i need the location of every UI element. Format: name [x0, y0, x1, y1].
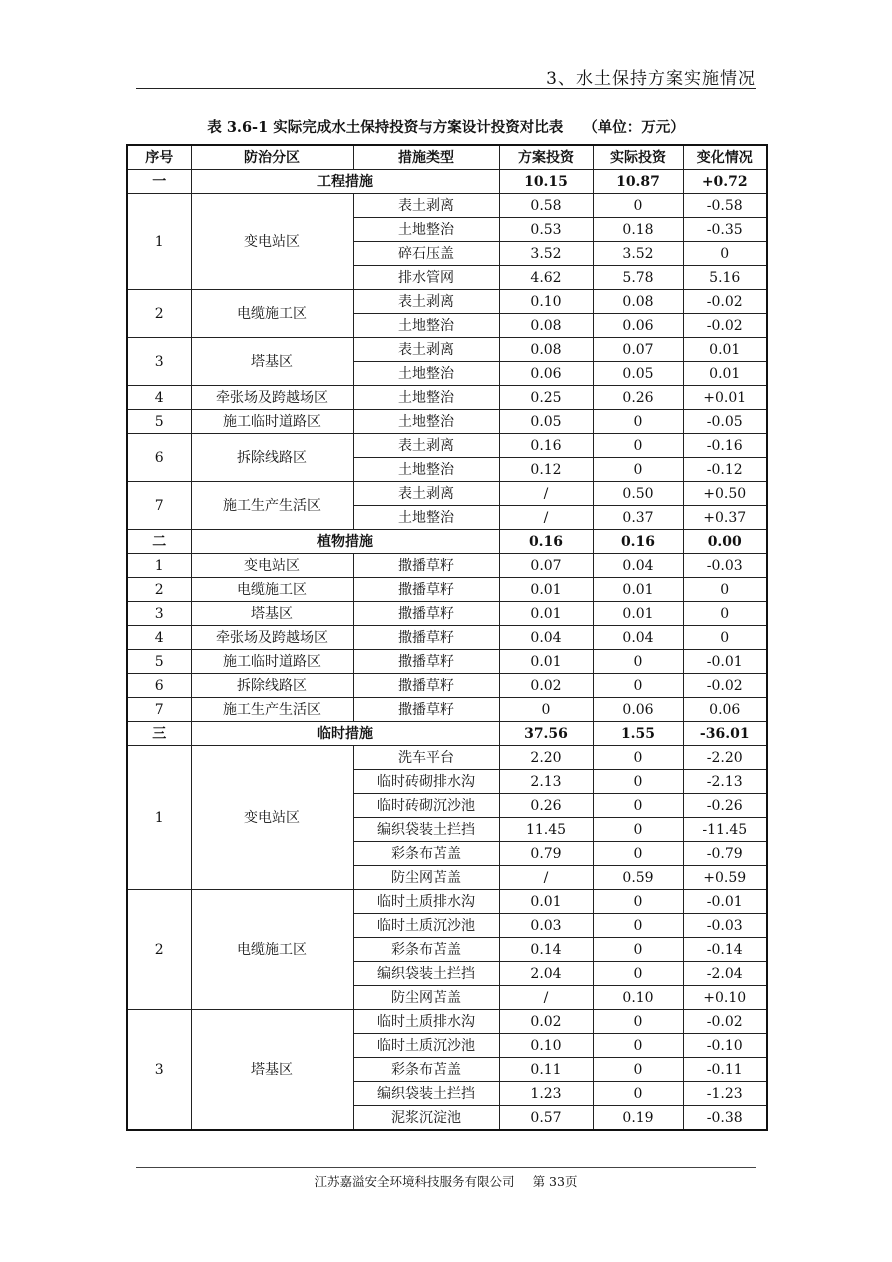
row-area: 塔基区	[191, 1010, 353, 1131]
row-measure-type: 撒播草籽	[353, 602, 499, 626]
row-change: -0.38	[683, 1106, 767, 1131]
row-change: -0.02	[683, 290, 767, 314]
row-area: 施工生产生活区	[191, 698, 353, 722]
row-measure-type: 表土剥离	[353, 194, 499, 218]
row-plan-investment: 0.05	[499, 410, 593, 434]
row-change: -0.11	[683, 1058, 767, 1082]
row-actual-investment: 0	[593, 458, 683, 482]
row-plan-investment: 0.01	[499, 890, 593, 914]
row-area: 塔基区	[191, 602, 353, 626]
row-seq: 1	[127, 194, 191, 290]
section-actual: 1.55	[593, 722, 683, 746]
row-change: 0	[683, 626, 767, 650]
row-measure-type: 洗车平台	[353, 746, 499, 770]
row-measure-type: 撒播草籽	[353, 554, 499, 578]
table-row	[127, 386, 767, 410]
investment-comparison-table	[126, 144, 768, 1131]
row-plan-investment: 0.03	[499, 914, 593, 938]
row-measure-type: 土地整治	[353, 218, 499, 242]
row-change: +0.59	[683, 866, 767, 890]
row-plan-investment: 0.53	[499, 218, 593, 242]
row-area: 电缆施工区	[191, 578, 353, 602]
row-actual-investment: 3.52	[593, 242, 683, 266]
row-change: 0	[683, 578, 767, 602]
row-seq: 4	[127, 386, 191, 410]
row-change: -0.03	[683, 554, 767, 578]
row-change: 0.01	[683, 338, 767, 362]
row-change: -0.02	[683, 314, 767, 338]
table-row	[127, 890, 767, 914]
row-seq: 3	[127, 1010, 191, 1131]
row-actual-investment: 0.01	[593, 578, 683, 602]
row-actual-investment: 0.18	[593, 218, 683, 242]
row-seq: 2	[127, 290, 191, 338]
row-measure-type: 临时砖砌沉沙池	[353, 794, 499, 818]
row-change: -1.23	[683, 1082, 767, 1106]
section-plan: 10.15	[499, 170, 593, 194]
row-measure-type: 撒播草籽	[353, 650, 499, 674]
row-change: -0.10	[683, 1034, 767, 1058]
section-seq: 二	[127, 530, 191, 554]
row-change: -0.26	[683, 794, 767, 818]
page-footer	[0, 1172, 892, 1190]
section-name: 临时措施	[191, 722, 499, 746]
table-row	[127, 578, 767, 602]
row-plan-investment: /	[499, 986, 593, 1010]
row-change: -0.02	[683, 1010, 767, 1034]
row-change: +0.50	[683, 482, 767, 506]
row-area: 变电站区	[191, 554, 353, 578]
row-plan-investment: 3.52	[499, 242, 593, 266]
row-measure-type: 表土剥离	[353, 290, 499, 314]
table-row	[127, 338, 767, 362]
row-measure-type: 撒播草籽	[353, 674, 499, 698]
row-plan-investment: 0.02	[499, 1010, 593, 1034]
row-measure-type: 表土剥离	[353, 338, 499, 362]
row-measure-type: 编织袋装土拦挡	[353, 1082, 499, 1106]
row-plan-investment: 0	[499, 698, 593, 722]
row-actual-investment: 0.06	[593, 314, 683, 338]
row-plan-investment: 0.10	[499, 1034, 593, 1058]
section-seq: 三	[127, 722, 191, 746]
row-measure-type: 泥浆沉淀池	[353, 1106, 499, 1131]
row-actual-investment: 0	[593, 1058, 683, 1082]
row-plan-investment: 0.07	[499, 554, 593, 578]
row-plan-investment: 0.08	[499, 338, 593, 362]
section-plan: 37.56	[499, 722, 593, 746]
row-seq: 2	[127, 890, 191, 1010]
header-type: 措施类型	[353, 145, 499, 170]
row-change: +0.01	[683, 386, 767, 410]
row-plan-investment: 0.01	[499, 578, 593, 602]
row-plan-investment: 1.23	[499, 1082, 593, 1106]
row-actual-investment: 0.04	[593, 554, 683, 578]
row-actual-investment: 0	[593, 890, 683, 914]
table-caption-title: 表 3.6-1 实际完成水土保持投资与方案设计投资对比表	[207, 119, 564, 136]
row-change: -0.05	[683, 410, 767, 434]
row-plan-investment: 0.02	[499, 674, 593, 698]
row-measure-type: 表土剥离	[353, 434, 499, 458]
table-row	[127, 674, 767, 698]
row-measure-type: 碎石压盖	[353, 242, 499, 266]
row-change: 5.16	[683, 266, 767, 290]
row-change: -2.20	[683, 746, 767, 770]
row-plan-investment: 0.01	[499, 602, 593, 626]
row-measure-type: 彩条布苫盖	[353, 842, 499, 866]
row-actual-investment: 0	[593, 770, 683, 794]
row-actual-investment: 0	[593, 1010, 683, 1034]
row-plan-investment: 2.04	[499, 962, 593, 986]
row-actual-investment: 0.19	[593, 1106, 683, 1131]
row-area: 电缆施工区	[191, 890, 353, 1010]
row-actual-investment: 0	[593, 794, 683, 818]
row-measure-type: 彩条布苫盖	[353, 938, 499, 962]
row-actual-investment: 5.78	[593, 266, 683, 290]
footer-page-number: 第 33页	[532, 1174, 578, 1189]
row-measure-type: 编织袋装土拦挡	[353, 818, 499, 842]
row-plan-investment: 0.16	[499, 434, 593, 458]
section-name: 植物措施	[191, 530, 499, 554]
row-change: -0.79	[683, 842, 767, 866]
row-plan-investment: 2.13	[499, 770, 593, 794]
row-change: -0.35	[683, 218, 767, 242]
table-row	[127, 626, 767, 650]
header-change: 变化情况	[683, 145, 767, 170]
row-measure-type: 土地整治	[353, 458, 499, 482]
row-plan-investment: 0.10	[499, 290, 593, 314]
table-row	[127, 410, 767, 434]
row-actual-investment: 0.10	[593, 986, 683, 1010]
row-seq: 5	[127, 410, 191, 434]
section-row	[127, 722, 767, 746]
row-actual-investment: 0.26	[593, 386, 683, 410]
row-measure-type: 临时土质沉沙池	[353, 914, 499, 938]
row-change: -2.04	[683, 962, 767, 986]
footer-company: 江苏嘉溢安全环境科技服务有限公司	[314, 1174, 515, 1189]
table-header-row	[127, 145, 767, 170]
section-change: +0.72	[683, 170, 767, 194]
row-actual-investment: 0	[593, 674, 683, 698]
section-plan: 0.16	[499, 530, 593, 554]
row-change: -0.03	[683, 914, 767, 938]
row-seq: 2	[127, 578, 191, 602]
row-measure-type: 临时土质排水沟	[353, 890, 499, 914]
row-actual-investment: 0	[593, 842, 683, 866]
row-plan-investment: 0.26	[499, 794, 593, 818]
row-actual-investment: 0	[593, 1082, 683, 1106]
row-measure-type: 临时土质沉沙池	[353, 1034, 499, 1058]
row-measure-type: 临时砖砌排水沟	[353, 770, 499, 794]
row-measure-type: 防尘网苫盖	[353, 986, 499, 1010]
row-actual-investment: 0.05	[593, 362, 683, 386]
row-measure-type: 撒播草籽	[353, 578, 499, 602]
row-plan-investment: 0.14	[499, 938, 593, 962]
row-change: -0.01	[683, 890, 767, 914]
row-change: -0.58	[683, 194, 767, 218]
table-row	[127, 650, 767, 674]
section-name: 工程措施	[191, 170, 499, 194]
table-row	[127, 1010, 767, 1034]
row-change: 0	[683, 242, 767, 266]
table-caption	[0, 116, 892, 137]
row-area: 拆除线路区	[191, 434, 353, 482]
row-actual-investment: 0	[593, 962, 683, 986]
row-seq: 6	[127, 434, 191, 482]
row-actual-investment: 0	[593, 1034, 683, 1058]
section-change: -36.01	[683, 722, 767, 746]
row-actual-investment: 0	[593, 938, 683, 962]
section-change: 0.00	[683, 530, 767, 554]
row-change: 0.01	[683, 362, 767, 386]
row-plan-investment: 0.12	[499, 458, 593, 482]
row-actual-investment: 0	[593, 818, 683, 842]
row-change: -0.12	[683, 458, 767, 482]
row-seq: 6	[127, 674, 191, 698]
row-area: 变电站区	[191, 194, 353, 290]
row-change: -0.02	[683, 674, 767, 698]
row-area: 变电站区	[191, 746, 353, 890]
row-plan-investment: 0.79	[499, 842, 593, 866]
row-actual-investment: 0	[593, 194, 683, 218]
row-area: 牵张场及跨越场区	[191, 386, 353, 410]
row-measure-type: 土地整治	[353, 506, 499, 530]
table-row	[127, 290, 767, 314]
row-seq: 5	[127, 650, 191, 674]
row-seq: 7	[127, 698, 191, 722]
row-actual-investment: 0	[593, 434, 683, 458]
header-actual: 实际投资	[593, 145, 683, 170]
row-measure-type: 土地整治	[353, 386, 499, 410]
row-change: -0.14	[683, 938, 767, 962]
row-plan-investment: 0.11	[499, 1058, 593, 1082]
row-seq: 3	[127, 602, 191, 626]
section-row	[127, 170, 767, 194]
row-actual-investment: 0.06	[593, 698, 683, 722]
row-plan-investment: 11.45	[499, 818, 593, 842]
row-seq: 3	[127, 338, 191, 386]
row-area: 拆除线路区	[191, 674, 353, 698]
row-plan-investment: 0.57	[499, 1106, 593, 1131]
header-area: 防治分区	[191, 145, 353, 170]
section-row	[127, 530, 767, 554]
row-measure-type: 土地整治	[353, 314, 499, 338]
row-actual-investment: 0.04	[593, 626, 683, 650]
row-change: +0.37	[683, 506, 767, 530]
row-measure-type: 撒播草籽	[353, 626, 499, 650]
table-row	[127, 194, 767, 218]
row-seq: 1	[127, 554, 191, 578]
row-measure-type: 表土剥离	[353, 482, 499, 506]
header-rule	[136, 88, 756, 89]
row-measure-type: 防尘网苫盖	[353, 866, 499, 890]
section-actual: 10.87	[593, 170, 683, 194]
row-change: -2.13	[683, 770, 767, 794]
row-seq: 1	[127, 746, 191, 890]
page-header-title: 3、水土保持方案实施情况	[546, 69, 756, 89]
row-change: 0	[683, 602, 767, 626]
row-actual-investment: 0	[593, 914, 683, 938]
table-row	[127, 746, 767, 770]
footer-rule	[136, 1167, 756, 1168]
row-plan-investment: /	[499, 506, 593, 530]
row-change: 0.06	[683, 698, 767, 722]
row-area: 牵张场及跨越场区	[191, 626, 353, 650]
row-area: 施工临时道路区	[191, 410, 353, 434]
row-seq: 7	[127, 482, 191, 530]
table-row	[127, 698, 767, 722]
header-seq: 序号	[127, 145, 191, 170]
row-actual-investment: 0.01	[593, 602, 683, 626]
row-measure-type: 土地整治	[353, 362, 499, 386]
row-plan-investment: /	[499, 482, 593, 506]
row-area: 电缆施工区	[191, 290, 353, 338]
row-plan-investment: /	[499, 866, 593, 890]
row-measure-type: 编织袋装土拦挡	[353, 962, 499, 986]
row-measure-type: 彩条布苫盖	[353, 1058, 499, 1082]
row-plan-investment: 2.20	[499, 746, 593, 770]
row-actual-investment: 0	[593, 410, 683, 434]
table-row	[127, 434, 767, 458]
row-change: -11.45	[683, 818, 767, 842]
row-plan-investment: 4.62	[499, 266, 593, 290]
table-caption-unit: （单位：万元）	[583, 119, 685, 136]
row-change: -0.16	[683, 434, 767, 458]
row-plan-investment: 0.25	[499, 386, 593, 410]
header-plan: 方案投资	[499, 145, 593, 170]
row-area: 施工临时道路区	[191, 650, 353, 674]
row-actual-investment: 0	[593, 650, 683, 674]
row-actual-investment: 0.07	[593, 338, 683, 362]
row-plan-investment: 0.06	[499, 362, 593, 386]
row-actual-investment: 0.37	[593, 506, 683, 530]
row-seq: 4	[127, 626, 191, 650]
row-change: +0.10	[683, 986, 767, 1010]
row-plan-investment: 0.58	[499, 194, 593, 218]
row-actual-investment: 0.50	[593, 482, 683, 506]
row-actual-investment: 0	[593, 746, 683, 770]
row-actual-investment: 0.59	[593, 866, 683, 890]
row-plan-investment: 0.04	[499, 626, 593, 650]
row-plan-investment: 0.01	[499, 650, 593, 674]
table-row	[127, 482, 767, 506]
section-seq: 一	[127, 170, 191, 194]
row-measure-type: 土地整治	[353, 410, 499, 434]
row-actual-investment: 0.08	[593, 290, 683, 314]
table-body	[127, 170, 767, 1131]
section-actual: 0.16	[593, 530, 683, 554]
row-area: 施工生产生活区	[191, 482, 353, 530]
table-row	[127, 602, 767, 626]
row-area: 塔基区	[191, 338, 353, 386]
table-row	[127, 554, 767, 578]
row-measure-type: 排水管网	[353, 266, 499, 290]
row-change: -0.01	[683, 650, 767, 674]
row-measure-type: 临时土质排水沟	[353, 1010, 499, 1034]
row-plan-investment: 0.08	[499, 314, 593, 338]
row-measure-type: 撒播草籽	[353, 698, 499, 722]
